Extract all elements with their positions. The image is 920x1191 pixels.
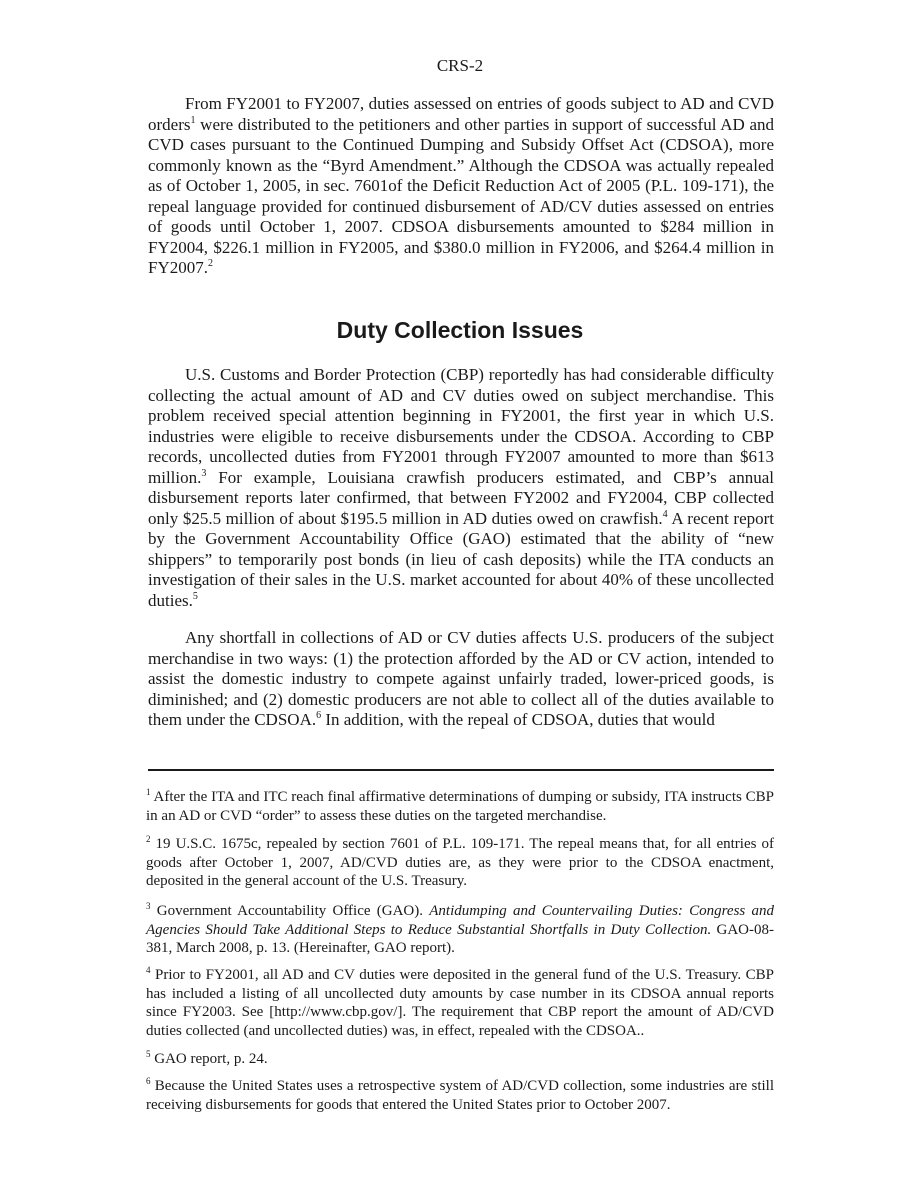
paragraph-text: From FY2001 to FY2007, duties assessed on entries of goods subject to AD and CVD orders <box>148 94 774 134</box>
page-number-header: CRS-2 <box>436 56 484 75</box>
paragraph-text: Any shortfall in collections of AD or CV duties affects U.S. producers of the subject merchandise in two ways: (1) the protection afforded by the AD or CV action, intended to assist the domestic industry to compete against unfairly traded, lower-priced goods, is diminished; and (2) domestic producers are not able to collect all of the duties available to them under the CDSOA. <box>148 628 774 729</box>
footnote-text: Prior to FY2001, all AD and CV duties were deposited in the general fund of the U.S. Treasury. CBP has included a listing of all uncollected duty amounts by case number in its CDSOA annual reports since FY2003. See [http://www.cbp.gov/]. The requirement that CBP report the amount of AD/CVD duties collected (and uncollected duties) was, in effect, repealed with the CDSOA.. <box>146 967 774 1039</box>
footnote-ref-2[interactable]: 2 <box>207 258 213 269</box>
footnote-ref-1[interactable]: 1 <box>190 114 196 126</box>
footnote-5 <box>146 1050 774 1069</box>
report-title: Antidumping and Countervailing Duties: Congress and Agencies Should Take Additional Steps to Reduce Substantial Shortfalls in Duty Collection. <box>146 903 774 938</box>
footnote-6 <box>146 1077 774 1114</box>
footnote-text: After the ITA and ITC reach final affirmative determinations of dumping or subsidy, ITA instructs CBP in an AD or CVD “order” to assess these duties on the targeted merchandise. <box>146 789 774 824</box>
paragraph-text: were distributed to the petitioners and other parties in support of successful AD and CVD cases pursuant to the Continued Dumping and Subsidy Offset Act (CDSOA), more commonly known as the “Byrd Amendment.” Although the CDSOA was actually repealed as of October 1, 2005, in sec. 7601of the Deficit Reduction Act of 2005 (P.L. 109-171), the repeal language provided for continued disbursement of AD/CV duties assessed on entries of goods until October 1, 2007. CDSOA disbursements amounted to $284 million in FY2004, $226.1 million in FY2005, and $380.0 million in FY2006, and $264.4 million in FY2007. <box>148 114 774 277</box>
footnote-number: 5 <box>146 1049 151 1059</box>
footnote-ref-6[interactable]: 6 <box>316 710 322 721</box>
paragraph-text: For example, Louisiana crawfish producers estimated, and CBP’s annual disbursement reports later confirmed, that between FY2002 and FY2004, CBP collected only $25.5 million of about $195.5 million in AD duties owed on crawfish. <box>148 467 774 528</box>
paragraph-shortfall-effects <box>148 628 774 731</box>
footnote-ref-3[interactable]: 3 <box>201 467 207 479</box>
footnote-ref-4[interactable]: 4 <box>662 508 668 520</box>
footnote-number: 1 <box>146 787 151 797</box>
footnote-divider <box>148 769 774 771</box>
footnote-4 <box>146 966 774 1040</box>
paragraph-text: In addition, with the repeal of CDSOA, duties that would <box>321 710 715 729</box>
section-heading: Duty Collection Issues <box>336 317 584 343</box>
paragraph-cdsoa-history <box>148 94 774 279</box>
footnote-number: 3 <box>146 901 151 911</box>
footnote-number: 2 <box>146 834 151 844</box>
footnote-text: Because the United States uses a retrospective system of AD/CVD collection, some industries are still receiving disbursements for goods that entered the United States prior to October 2007. <box>146 1078 774 1113</box>
footnote-text: GAO report, p. 24. <box>150 1051 268 1067</box>
footnote-1 <box>146 788 774 825</box>
footnote-number: 4 <box>146 965 151 975</box>
footnote-ref-5[interactable]: 5 <box>192 590 198 602</box>
footnote-text: Government Accountability Office (GAO). <box>150 903 430 919</box>
footnote-3 <box>146 902 774 958</box>
footnote-number: 6 <box>146 1076 151 1086</box>
footnote-text: GAO-08-381, March 2008, p. 13. (Hereinafter, GAO report). <box>146 921 774 957</box>
footnote-text: 19 U.S.C. 1675c, repealed by section 7601 of P.L. 109-171. The repeal means that, for all entries of goods after October 1, 2007, AD/CVD duties are, as they were prior to the CDSOA enactment, deposited in the general account of the U.S. Treasury. <box>146 836 774 890</box>
paragraph-text: U.S. Customs and Border Protection (CBP) reportedly has had considerable difficulty collecting the actual amount of AD and CV duties owed on subject merchandise. This problem received special attention beginning in FY2001, the first year in which U.S. industries were eligible to receive disbursements under the CDSOA. According to CBP records, uncollected duties from FY2001 through FY2007 amounted to more than $613 million. <box>148 365 774 487</box>
paragraph-collection-difficulty <box>148 365 774 611</box>
paragraph-text: A recent report by the Government Accountability Office (GAO) estimated that the ability of “new shippers” to temporarily post bonds (in lieu of cash deposits) while the ITA conducts an investigation of their sales in the U.S. market accounted for about 40% of these uncollected duties. <box>148 508 774 610</box>
footnote-2 <box>146 835 774 891</box>
